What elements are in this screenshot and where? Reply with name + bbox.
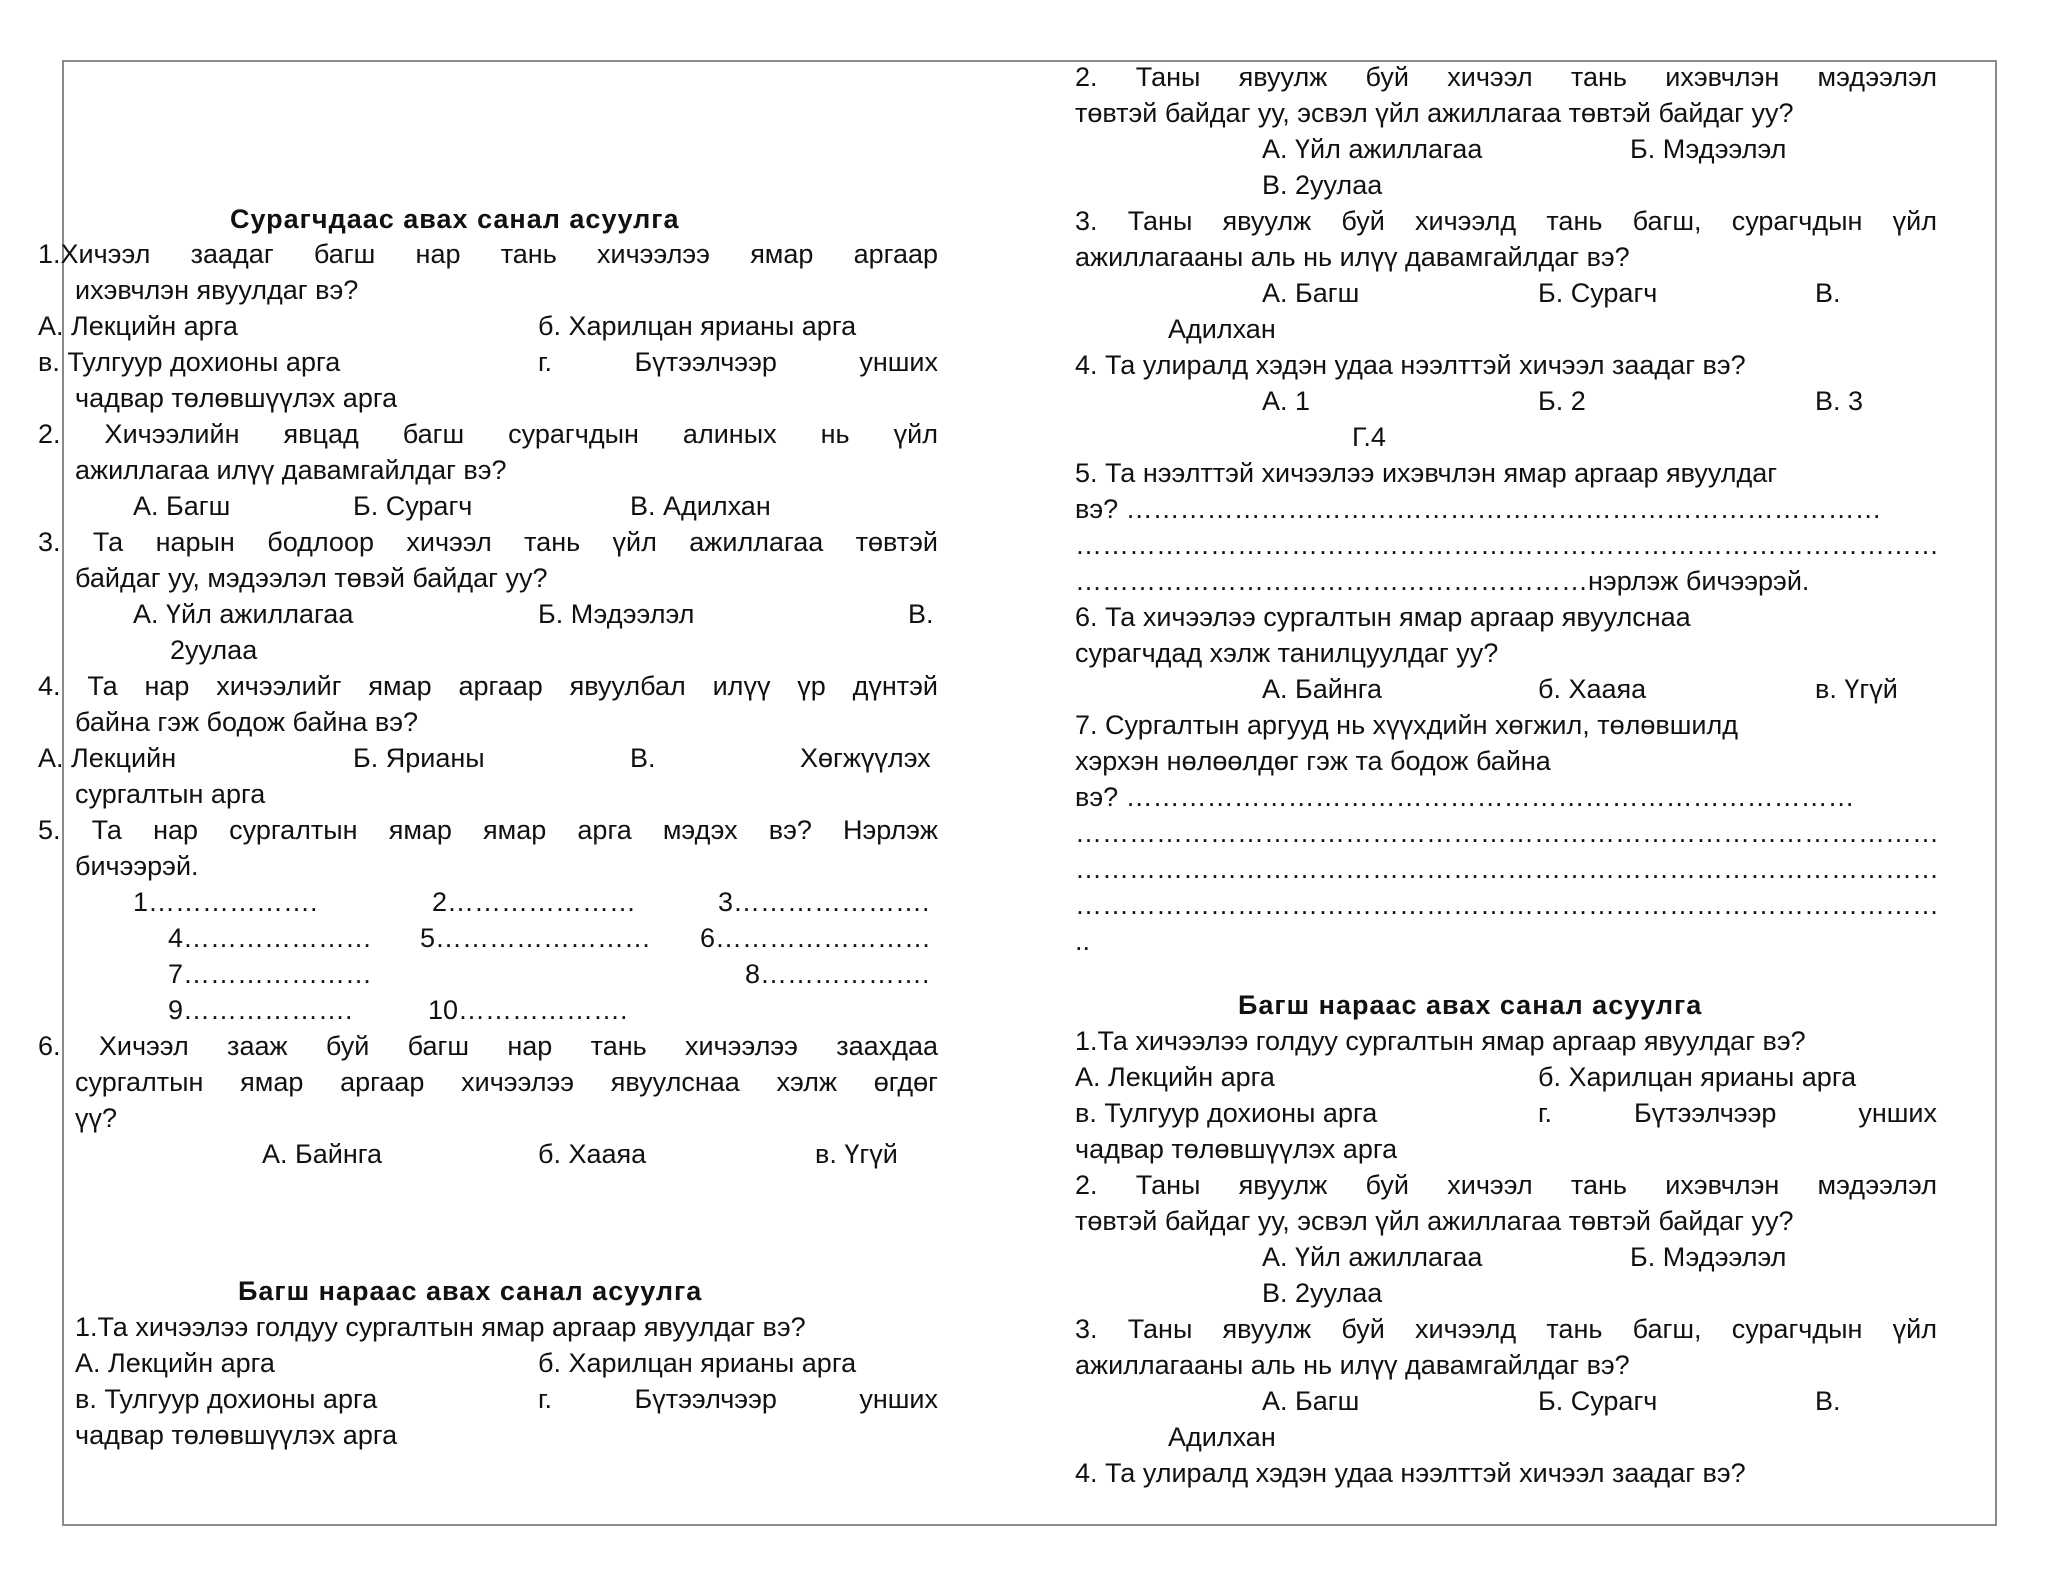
q2-option-a: А. Багш [133,491,231,521]
r-q7-line1: 7. Сургалтын аргууд нь хүүхдийн хөгжил, төлөвшилд [1075,710,1739,740]
teacher-q1-option-v-right: в. Тулгуур дохионы арга [1075,1098,1378,1128]
r-q3-option-v: В. [1815,278,1841,308]
teacher-q3-line1-right: 3. Таны явуулж буй хичээлд тань багш, сурагчдын үйл [1075,1314,1937,1344]
answer-blank-10[interactable]: 10………………. [428,995,628,1025]
q1-option-v: в. Тулгуур дохионы арга [38,347,341,377]
r-q6-line1: 6. Та хичээлээ сургалтын ямар аргаар явуулснаа [1075,602,1691,632]
q6-option-a: А. Байнга [262,1139,383,1169]
r-q4-option-a: А. 1 [1262,386,1311,416]
r-q2-option-b: Б. Мэдээлэл [1630,134,1787,164]
q1-option-g: г. Бүтээлчээр унших [538,347,938,377]
q2-option-b: Б. Сурагч [353,491,473,521]
teacher-q1-option-g-cont-left: чадвар төлөвшүүлэх арга [75,1420,398,1450]
r-q5-line2[interactable]: вэ? ………………………………………………………………………… [1075,494,1882,524]
r-q7-line4[interactable]: …………………………………………………………………………………… [1075,818,1939,848]
r-q6-option-v: в. Үгүй [1815,674,1898,704]
q2-option-v: В. Адилхан [630,491,771,521]
r-q5-line4[interactable]: …………………………………………………нэрлэж бичээрэй. [1075,566,1810,596]
answer-blank-2[interactable]: 2………………… [432,887,637,917]
teacher-q2-option-v-right: В. 2уулаа [1262,1278,1383,1308]
teacher-q1-option-b-left: б. Харилцан ярианы арга [538,1348,857,1378]
answer-blank-4[interactable]: 4………………… [168,923,373,953]
q1-line1: 1.Хичээл заадаг багш нар тань хичээлээ ямар аргаар [38,239,938,269]
teacher-q3-line2-right: ажиллагааны аль нь илүү давамгайлдаг вэ? [1075,1350,1630,1380]
q3-option-b: Б. Мэдээлэл [538,599,695,629]
r-q4-option-v: В. 3 [1815,386,1864,416]
q4-option-v: В. [630,743,656,773]
answer-blank-6[interactable]: 6…………………… [700,923,932,953]
r-q6-option-b: б. Хааяа [1538,674,1647,704]
answer-blank-5[interactable]: 5…………………… [420,923,652,953]
q4-line1: 4. Та нар хичээлийг ямар аргаар явуулбал илүү үр дүнтэй [38,671,938,701]
answer-blank-7[interactable]: 7………………… [168,959,373,989]
teacher-q2-line2-right: төвтэй байдаг уу, эсвэл үйл ажиллагаа төвтэй байдаг уу? [1075,1206,1794,1236]
teacher-q1-option-b-right: б. Харилцан ярианы арга [1538,1062,1857,1092]
answer-blank-3[interactable]: 3…………………. [718,887,930,917]
r-q7-line5[interactable]: …………………………………………………………………………………… [1075,854,1939,884]
r-q7-line2: хэрхэн нөлөөлдөг гэж та бодож байна [1075,746,1551,776]
answer-blank-1[interactable]: 1………………. [133,887,318,917]
r-q4-option-b: Б. 2 [1538,386,1586,416]
r-q2-line1: 2. Таны явуулж буй хичээл тань ихэвчлэн мэдээлэл [1075,62,1937,92]
q6-line2: сургалтын ямар аргаар хичээлээ явуулснаа хэлж өгдөг [75,1067,938,1097]
q4-option-cont: сургалтын арга [75,779,266,809]
r-q7-line6[interactable]: …………………………………………………………………………………… [1075,890,1939,920]
q1-option-b: б. Харилцан ярианы арга [538,311,857,341]
q3-option-a: А. Үйл ажиллагаа [133,599,354,629]
r-q2-line2: төвтэй байдаг уу, эсвэл үйл ажиллагаа төвтэй байдаг уу? [1075,98,1794,128]
r-q3-line2: ажиллагааны аль нь илүү давамгайлдаг вэ? [1075,242,1630,272]
q4-option-g: Хөгжүүлэх [800,743,931,773]
teacher-q2-option-a-right: А. Үйл ажиллагаа [1262,1242,1483,1272]
r-q2-option-a: А. Үйл ажиллагаа [1262,134,1483,164]
q6-option-b: б. Хааяа [538,1139,647,1169]
teacher-q1-option-a-left: А. Лекцийн арга [75,1348,275,1378]
q4-line2: байна гэж бодож байна вэ? [75,707,418,737]
r-q5-line3[interactable]: …………………………………………………………………………………… [1075,530,1939,560]
r-q3-option-b: Б. Сурагч [1538,278,1658,308]
q1-option-a: А. Лекцийн арга [38,311,238,341]
r-q3-option-a: А. Багш [1262,278,1360,308]
q4-option-a: А. Лекцийн [38,743,177,773]
q5-line2: бичээрэй. [75,851,199,881]
r-q7-line7[interactable]: .. [1075,926,1091,956]
r-q3-option-v-cont: Адилхан [1168,314,1276,344]
teacher-q3-option-a-right: А. Багш [1262,1386,1360,1416]
teacher-q2-option-b-right: Б. Мэдээлэл [1630,1242,1787,1272]
teacher-survey-title-right: Багш нараас авах санал асуулга [1238,990,1703,1020]
teacher-q1-left: 1.Та хичээлээ голдуу сургалтын ямар аргаар явуулдаг вэ? [75,1312,806,1342]
teacher-q1-option-g-cont-right: чадвар төлөвшүүлэх арга [1075,1134,1398,1164]
q1-option-g-cont: чадвар төлөвшүүлэх арга [75,383,398,413]
teacher-q1-option-g-left: г. Бүтээлчээр унших [538,1384,938,1414]
teacher-q1-right: 1.Та хичээлээ голдуу сургалтын ямар аргаар явуулдаг вэ? [1075,1026,1806,1056]
r-q2-option-v: В. 2уулаа [1262,170,1383,200]
q3-line2: байдаг уу, мэдээлэл төвэй байдаг уу? [75,563,548,593]
q3-option-v: В. [908,599,934,629]
teacher-survey-title-left: Багш нараас авах санал асуулга [238,1276,703,1306]
teacher-q4-right: 4. Та улиралд хэдэн удаа нээлттэй хичээл заадаг вэ? [1075,1458,1746,1488]
q4-option-b: Б. Ярианы [353,743,485,773]
r-q7-line3[interactable]: вэ? ……………………………………………………………………… [1075,782,1855,812]
r-q4-line: 4. Та улиралд хэдэн удаа нээлттэй хичээл заадаг вэ? [1075,350,1746,380]
teacher-q3-option-v-right: В. [1815,1386,1841,1416]
r-q6-option-a: А. Байнга [1262,674,1383,704]
teacher-q3-option-b-right: Б. Сурагч [1538,1386,1658,1416]
q1-line2: ихэвчлэн явуулдаг вэ? [75,275,359,305]
r-q3-line1: 3. Таны явуулж буй хичээлд тань багш, сурагчдын үйл [1075,206,1937,236]
q2-line1: 2. Хичээлийн явцад багш сурагчдын алиных нь үйл [38,419,938,449]
r-q4-option-g: Г.4 [1352,422,1386,452]
r-q6-line2: сурагчдад хэлж танилцуулдаг уу? [1075,638,1499,668]
q6-option-v: в. Үгүй [815,1139,898,1169]
teacher-q2-line1-right: 2. Таны явуулж буй хичээл тань ихэвчлэн мэдээлэл [1075,1170,1937,1200]
q3-option-v-cont: 2уулаа [170,635,258,665]
r-q5-line1: 5. Та нээлттэй хичээлээ ихэвчлэн ямар аргаар явуулдаг [1075,458,1778,488]
q6-line1: 6. Хичээл зааж буй багш нар тань хичээлээ заахдаа [38,1031,938,1061]
q2-line2: ажиллагаа илүү давамгайлдаг вэ? [75,455,507,485]
teacher-q3-option-v-cont-right: Адилхан [1168,1422,1276,1452]
q6-line3: үү? [75,1103,118,1133]
q3-line1: 3. Та нарын бодлоор хичээл тань үйл ажиллагаа төвтэй [38,527,938,557]
teacher-q1-option-g-right: г. Бүтээлчээр унших [1538,1098,1937,1128]
answer-blank-9[interactable]: 9………………. [168,995,353,1025]
teacher-q1-option-v-left: в. Тулгуур дохионы арга [75,1384,378,1414]
student-survey-title: Сурагчдаас авах санал асуулга [230,204,680,234]
teacher-q1-option-a-right: А. Лекцийн арга [1075,1062,1275,1092]
answer-blank-8[interactable]: 8………………. [745,959,930,989]
q5-line1: 5. Та нар сургалтын ямар ямар арга мэдэх вэ? Нэрлэж [38,815,938,845]
